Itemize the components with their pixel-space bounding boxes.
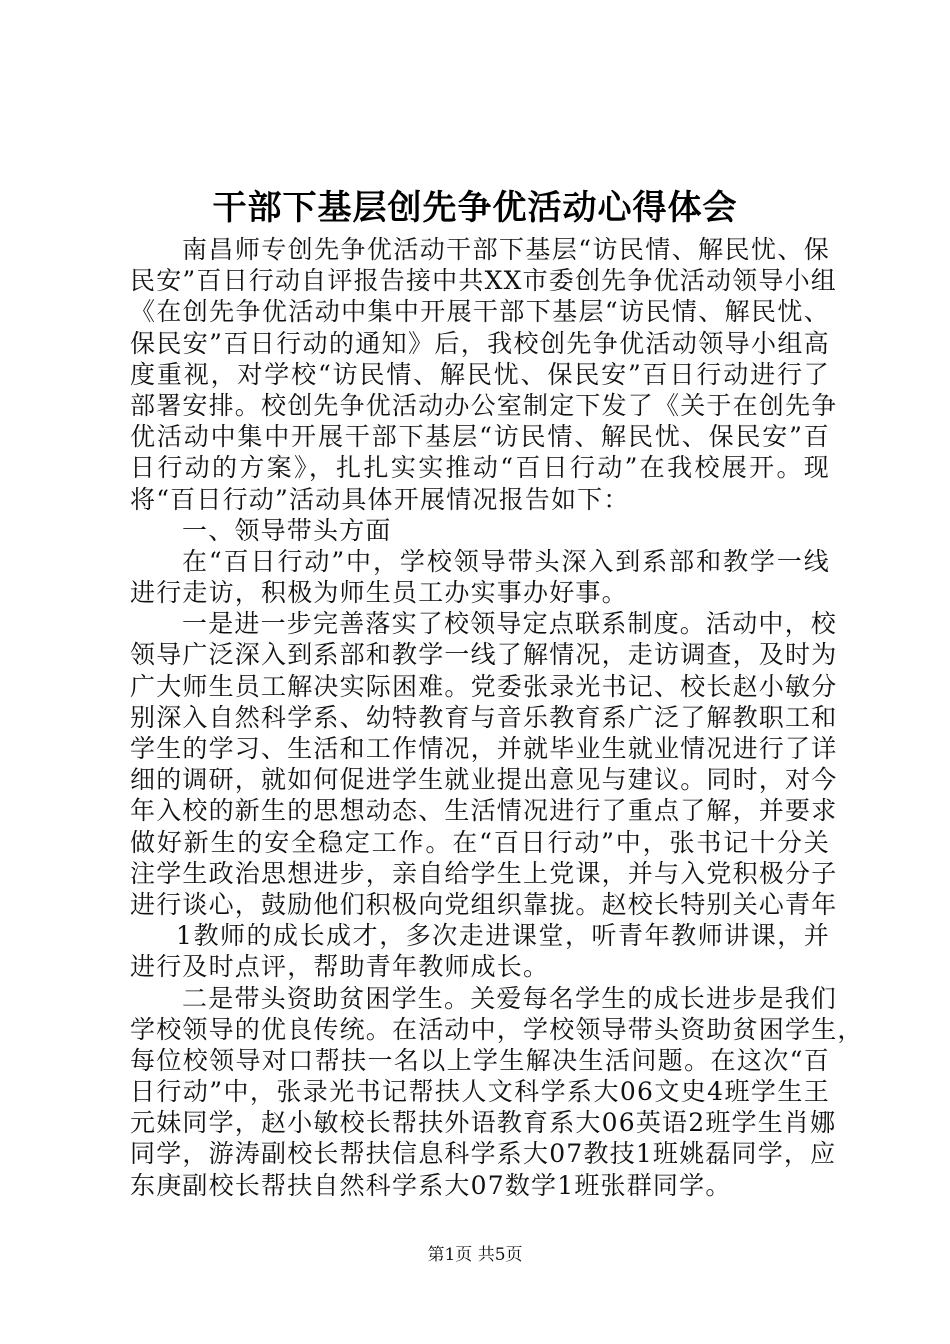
document-title: 干部下基层创先争优活动心得体会 [212,188,738,228]
body-line: 日行动”中，张录光书记帮扶人文科学系大06文史4班学生王 [130,1077,830,1107]
body-line: 进行及时点评，帮助青年教师成长。 [130,952,550,982]
body-line: 一是进一步完善落实了校领导定点联系制度。活动中，校 [182,609,838,639]
page-number: 第1页 共5页 [427,1245,523,1265]
body-line: 进行谈心，鼓励他们积极向党组织靠拢。赵校长特别关心青年 [130,889,838,919]
body-line: 民安”百日行动自评报告接中共XX市委创先争优活动领导小组 [130,266,837,296]
section-heading: 一、领导带头方面 [182,515,392,545]
body-line: 1教师的成长成才，多次走进课堂，听青年教师讲课，并 [176,921,830,951]
body-line: 保民安”百日行动的通知》后，我校创先争优活动领导小组高 [130,328,830,358]
body-line: 将“百日行动”活动具体开展情况报告如下： [130,484,630,514]
body-line: 《在创先争优活动中集中开展干部下基层“访民情、解民忧、 [130,297,830,327]
body-line: 细的调研，就如何促进学生就业提出意见与建议。同时，对今 [130,765,838,795]
body-line: 部署安排。校创先争优活动办公室制定下发了《关于在创先争 [130,390,838,420]
body-line: 年入校的新生的思想动态、生活情况进行了重点了解，并要求 [130,796,838,826]
body-line: 南昌师专创先争优活动干部下基层“访民情、解民忧、保 [182,235,830,264]
body-line: 学生的学习、生活和工作情况，并就毕业生就业情况进行了详 [130,734,838,763]
body-line: 学校领导的优良传统。在活动中，学校领导带头资助贫困学生， [130,1014,864,1044]
body-line: 优活动中集中开展干部下基层“访民情、解民忧、保民安”百 [130,422,830,452]
body-line: 每位校领导对口帮扶一名以上学生解决生活问题。在这次“百 [130,1045,830,1075]
body-line: 二是带头资助贫困学生。关爱每名学生的成长进步是我们 [182,983,838,1013]
body-line: 同学，游涛副校长帮扶信息科学系大07教技1班姚磊同学，应 [130,1139,837,1169]
body-line: 别深入自然科学系、幼特教育与音乐教育系广泛了解教职工和 [130,702,838,732]
document-body [130,234,864,1201]
body-line: 注学生政治思想进步，亲自给学生上党课，并与入党积极分子 [130,858,838,888]
body-line: 做好新生的安全稳定工作。在“百日行动”中，张书记十分关 [130,827,830,857]
body-line: 进行走访，积极为师生员工办实事办好事。 [130,578,628,608]
body-line: 广大师生员工解决实际困难。党委张录光书记、校长赵小敏分 [130,671,838,701]
body-line: 在“百日行动”中，学校领导带头深入到系部和教学一线 [182,546,830,576]
body-line: 度重视，对学校“访民情、解民忧、保民安”百日行动进行了 [130,359,830,389]
body-line: 日行动的方案》，扎扎实实推动“百日行动”在我校展开。现 [130,453,830,483]
body-line: 领导广泛深入到系部和教学一线了解情况，走访调查，及时为 [130,640,838,670]
body-line: 元妹同学，赵小敏校长帮扶外语教育系大06英语2班学生肖娜 [130,1108,837,1138]
body-line: 东庚副校长帮扶自然科学系大07数学1班张群同学。 [130,1170,732,1200]
